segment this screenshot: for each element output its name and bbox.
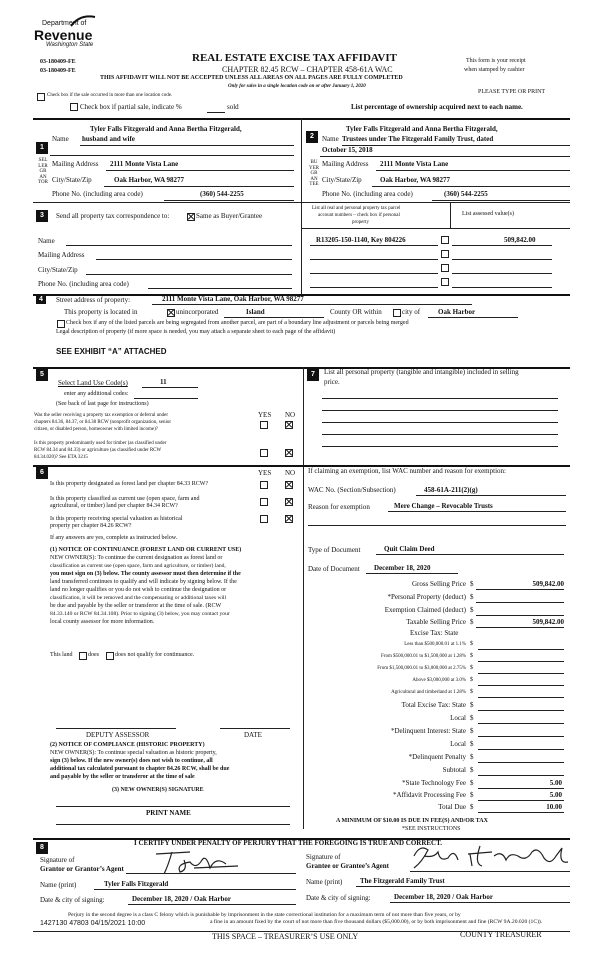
sec5-q1-line2: chapters 84.36, 84.37, or 84.38 RCW (nonprofit organization, senior bbox=[34, 420, 172, 425]
continuance-line4: land transferred continues to qualify and will indicate by signing below. If the bbox=[50, 579, 237, 585]
grantor-signature-image bbox=[150, 846, 240, 876]
buyer-name-line1: Tyler Falls Fitzgerald and Anna Bertha Fitzgerald, bbox=[346, 125, 498, 133]
historic-yes-checkbox[interactable] bbox=[260, 515, 268, 523]
total-due-dollar: $ bbox=[470, 803, 474, 811]
timber-no-checkbox[interactable] bbox=[285, 449, 293, 457]
seller-name-line2: husband and wife bbox=[82, 135, 135, 143]
tier5-dollar: $ bbox=[470, 689, 473, 695]
exemption-dollar: $ bbox=[470, 606, 474, 614]
corr-mailing-label: Mailing Address bbox=[38, 251, 85, 259]
sec6-yes-header: YES bbox=[258, 469, 272, 477]
gross-value: 509,842.00 bbox=[532, 580, 564, 588]
grantee-signature-image bbox=[410, 840, 570, 872]
multi-location-label: Check box if the sale occurred in more than one location code. bbox=[47, 93, 173, 98]
ownership-note: List percentage of ownership acquired next to each name. bbox=[351, 103, 523, 111]
segregated-label: Check box if any of the listed parcels are being segregated from another parcel, are part of a boundary line adjustment or parcels being merged bbox=[66, 320, 409, 326]
local-label: Local bbox=[450, 714, 466, 722]
continuance-line5: land no longer qualifies or you do not wish to continue the designation or bbox=[50, 587, 227, 593]
sec6-no-header: NO bbox=[285, 469, 296, 477]
receipt-line2: when stamped by cashier bbox=[464, 67, 525, 73]
seller-phone-label: Phone No. (including area code) bbox=[52, 190, 143, 198]
section-3-badge: 3 bbox=[36, 210, 48, 222]
subtotal-dollar: $ bbox=[470, 766, 474, 774]
segregated-checkbox[interactable] bbox=[57, 320, 65, 328]
deputy-assessor-label: DEPUTY ASSESSOR bbox=[86, 731, 150, 739]
grantor-date-label: Date & city of signing: bbox=[40, 896, 105, 904]
timber-yes-checkbox[interactable] bbox=[260, 449, 268, 457]
warning-text: THIS AFFIDAVIT WILL NOT BE ACCEPTED UNLESS ALL AREAS ON ALL PAGES ARE FULLY COMPLETED bbox=[100, 75, 403, 81]
print-name-label: PRINT NAME bbox=[146, 809, 191, 817]
buyer-phone-value: (360) 544-2255 bbox=[444, 190, 488, 198]
parcel-number: R13205-150-1140, Key 804226 bbox=[316, 236, 406, 244]
personal-dollar: $ bbox=[470, 593, 474, 601]
delinquent-interest-label: *Delinquent Interest: State bbox=[390, 727, 466, 735]
sec6-q1: Is this property designated as forest land per chapter 84.33 RCW? bbox=[50, 481, 209, 487]
grantee-print-label: Name (print) bbox=[306, 878, 343, 886]
seller-name-line1: Tyler Falls Fitzgerald and Anna Bertha Fitzgerald, bbox=[90, 125, 242, 133]
grantor-signature-label-1: Signature of bbox=[40, 856, 75, 864]
total-due-label: Total Due bbox=[438, 803, 466, 811]
affidavit-fee-dollar: $ bbox=[470, 791, 474, 799]
sec5-q2-line2: RCW 84.34 and 84.33) or agriculture (as classified under RCW bbox=[34, 448, 162, 453]
see-exhibit-text: SEE EXHIBIT “A” ATTACHED bbox=[56, 347, 167, 356]
tier2-dollar: $ bbox=[470, 653, 473, 659]
perjury-warning-line1: Perjury in the second degree is a class C felony which is punishable by imprisonment in the state correctional institution for a maximum term of not more than five years, or by bbox=[68, 912, 461, 918]
additional-codes-label: enter any additional codes: bbox=[64, 391, 129, 397]
section-4-badge: 4 bbox=[36, 295, 46, 304]
local2-dollar: $ bbox=[470, 740, 474, 748]
buyer-phone-label: Phone No. (including area code) bbox=[322, 190, 413, 198]
delinquent-penalty-dollar: $ bbox=[470, 753, 474, 761]
print-note: PLEASE TYPE OR PRINT bbox=[478, 89, 546, 95]
street-address-label: Street address of property: bbox=[56, 296, 131, 304]
buyer-city-label: City/State/Zip bbox=[322, 176, 362, 184]
partial-sale-checkbox[interactable] bbox=[70, 103, 78, 111]
grantor-date-value: December 18, 2020 / Oak Harbor bbox=[132, 895, 232, 903]
grantee-print-name: The Fitzgerald Family Trust bbox=[360, 877, 445, 885]
buyer-name-label: Name bbox=[322, 135, 339, 143]
tier5-label: Agricultural and timberland at 1.28% bbox=[391, 690, 466, 695]
seller-side-label: SELLER GRANTOR bbox=[38, 158, 48, 185]
county-value: Island bbox=[246, 308, 265, 316]
gross-label: Gross Selling Price bbox=[411, 580, 466, 588]
subtotal-label: Subtotal bbox=[442, 766, 466, 774]
reason-value: Mere Change – Revocable Trusts bbox=[394, 502, 493, 510]
local2-label: Local bbox=[450, 740, 466, 748]
buyer-mailing-value: 2111 Monte Vista Lane bbox=[380, 160, 449, 168]
grantor-print-name: Tyler Falls Fitzgerald bbox=[104, 880, 169, 888]
excise-state-label: Excise Tax: State bbox=[410, 629, 459, 637]
doc-type-value: Quit Claim Deed bbox=[384, 545, 435, 553]
sec6-q2-line1: Is this property classified as current use (open space, farm and bbox=[50, 496, 200, 502]
continuance-line9: local county assessor for more information. bbox=[50, 619, 155, 625]
county-treasurer-label: COUNTY TREASURER bbox=[460, 930, 542, 939]
sales-note: Only for sales in a single location code on or after January 1, 2020 bbox=[228, 84, 366, 89]
section-2-badge: 2 bbox=[306, 131, 318, 143]
current-use-no-checkbox[interactable] bbox=[285, 498, 293, 506]
delinquent-penalty-label: *Delinquent Penalty bbox=[408, 753, 466, 761]
unincorporated-label: unincorporated bbox=[176, 308, 219, 316]
unincorporated-checkbox[interactable] bbox=[167, 309, 175, 317]
local-dollar: $ bbox=[470, 714, 474, 722]
land-use-label: Select Land Use Code(s) bbox=[58, 379, 128, 387]
compliance-line3: additional tax calculated pursuant to chapter 84.26 RCW, shall be due bbox=[50, 766, 230, 772]
personal-property-label-2: price. bbox=[324, 378, 340, 386]
compliance-line4: and payable by the seller or transferor at the time of sale bbox=[50, 774, 195, 780]
notice-continuance-title: (1) NOTICE OF CONTINUANCE (FOREST LAND OR CURRENT USE) bbox=[50, 547, 242, 553]
tier3-dollar: $ bbox=[470, 665, 473, 671]
city-of-checkbox[interactable] bbox=[393, 309, 401, 317]
doc-date-value: December 18, 2020 bbox=[374, 564, 431, 572]
recording-stamp: 1427130 47803 04/15/2021 10:00 bbox=[40, 920, 146, 927]
parcel-header-2: account numbers – check box if personal bbox=[318, 213, 400, 218]
see-instructions-note: *SEE INSTRUCTIONS bbox=[402, 826, 461, 832]
taxable-dollar: $ bbox=[470, 618, 474, 626]
same-as-buyer-checkbox[interactable] bbox=[187, 213, 195, 221]
land-use-value: 11 bbox=[160, 378, 167, 386]
doc-id-2: 03-180409-FE bbox=[40, 68, 76, 74]
assessed-header: List assessed value(s) bbox=[462, 211, 514, 217]
new-owner-signature-title: (3) NEW OWNER(S) SIGNATURE bbox=[112, 787, 204, 793]
sec6-q3-line2: property per chapter 84.26 RCW? bbox=[50, 523, 132, 529]
reason-label: Reason for exemption bbox=[308, 503, 370, 511]
grantee-signature-label-1: Signature of bbox=[306, 853, 341, 861]
seller-mailing-label: Mailing Address bbox=[52, 160, 99, 168]
exemption-no-checkbox[interactable] bbox=[285, 421, 293, 429]
does-qualify-checkbox[interactable] bbox=[79, 652, 87, 660]
continuance-line6: classification, it will be removed and the compensating or additional taxes will bbox=[50, 595, 227, 601]
buyer-name-line3: October 15, 2018 bbox=[322, 146, 373, 154]
compliance-line1: NEW OWNER(S): To continue special valuation as historic property, bbox=[50, 750, 217, 756]
same-as-buyer-label: Same as Buyer/Grantee bbox=[196, 212, 263, 220]
sold-label: sold bbox=[227, 103, 239, 111]
assessed-value: 509,842.00 bbox=[504, 236, 536, 244]
historic-no-checkbox[interactable] bbox=[285, 515, 293, 523]
sec5-no-header: NO bbox=[285, 411, 296, 419]
partial-sale-label: Check box if partial sale, indicate % bbox=[80, 103, 182, 111]
city-of-label: city of bbox=[402, 308, 421, 316]
form-subtitle: CHAPTER 82.45 RCW – CHAPTER 458-61A WAC bbox=[222, 65, 393, 74]
doc-id-1: 03-180409-FE bbox=[40, 59, 76, 65]
grantee-signature-label-2: Grantee or Grantee’s Agent bbox=[306, 862, 390, 870]
total-due-value: 10.00 bbox=[546, 803, 562, 811]
seller-phone-value: (360) 544-2255 bbox=[200, 190, 244, 198]
exemption-yes-checkbox[interactable] bbox=[260, 421, 268, 429]
continuance-line1: NEW OWNER(S): To continue the current designation as forest land or bbox=[50, 555, 223, 561]
dept-line2: Revenue bbox=[34, 27, 93, 43]
buyer-name-line2: Trustees under The Fitzgerald Family Trust, dated bbox=[342, 135, 494, 143]
current-use-yes-checkbox[interactable] bbox=[260, 498, 268, 506]
dept-line3: Washington State bbox=[46, 42, 94, 48]
delinquent-interest-dollar: $ bbox=[470, 727, 474, 735]
continuance-line7: be due and payable by the seller or transferor at the time of sale. (RCW bbox=[50, 603, 222, 609]
parcel-1-personal-checkbox[interactable] bbox=[441, 236, 449, 244]
tier2-label: From $500,000.01 to $1,500,000 at 1.28% bbox=[381, 654, 466, 659]
taxable-value: 509,842.00 bbox=[532, 618, 564, 626]
tech-fee-label: *State Technology Fee bbox=[402, 779, 466, 787]
compliance-line2: sign (3) below. If the new owner(s) does not wish to continue, all bbox=[50, 758, 213, 764]
doc-type-label: Type of Document bbox=[308, 546, 361, 554]
corr-city-label: City/State/Zip bbox=[38, 266, 78, 274]
section-7-badge: 7 bbox=[307, 369, 319, 381]
exemption-deduct-label: Exemption Claimed (deduct) bbox=[384, 606, 466, 614]
form-title: REAL ESTATE EXCISE TAX AFFIDAVIT bbox=[192, 52, 397, 64]
seller-mailing-value: 2111 Monte Vista Lane bbox=[110, 160, 179, 168]
tier4-label: Above $3,000,000 at 3.0% bbox=[412, 678, 466, 683]
if-yes-note: If any answers are yes, complete as instructed below. bbox=[50, 535, 178, 541]
continuance-line3: you must sign on (3) below. The county assessor must then determine if the bbox=[50, 571, 241, 577]
exemption-claim-label: If claiming an exemption, list WAC number and reason for exemption: bbox=[308, 467, 506, 475]
section-6-badge: 6 bbox=[36, 467, 48, 479]
grantor-signature-label-2: Grantor or Grantor’s Agent bbox=[40, 865, 124, 873]
wac-label: WAC No. (Section/Subsection) bbox=[308, 486, 396, 494]
does-not-qualify-checkbox[interactable] bbox=[106, 652, 114, 660]
section-5-badge: 5 bbox=[36, 369, 48, 381]
grantee-date-value: December 18, 2020 / Oak Harbor bbox=[394, 893, 494, 901]
corr-phone-label: Phone No. (including area code) bbox=[38, 280, 129, 288]
forest-no-checkbox[interactable] bbox=[285, 481, 293, 489]
tier3-label: From $1,500,000.01 to $3,000,000 at 2.75% bbox=[377, 666, 466, 671]
personal-property-label-1: List all personal property (tangible and intangible) included in selling bbox=[324, 368, 519, 376]
total-excise-label: Total Excise Tax: State bbox=[401, 701, 466, 709]
receipt-line1: This form is your receipt bbox=[466, 58, 526, 64]
wac-value: 458-61A-211(2)(g) bbox=[424, 486, 478, 494]
sec5-q1-line1: Was the seller receiving a property tax exemption or deferral under bbox=[34, 413, 168, 418]
parcel-header-1: List all real and personal property tax parcel bbox=[312, 206, 401, 211]
deputy-date-label: DATE bbox=[244, 731, 262, 739]
sec6-q2-line2: agricultural, or timber) land per chapter 84.34 RCW? bbox=[50, 503, 178, 509]
buyer-city-value: Oak Harbor, WA 98277 bbox=[380, 176, 451, 184]
notice-compliance-title: (2) NOTICE OF COMPLIANCE (HISTORIC PROPERTY) bbox=[50, 742, 205, 748]
parcel-header-3: property bbox=[352, 220, 369, 225]
tier1-label: Less than $500,000.01 at 1.1% bbox=[404, 642, 466, 647]
multi-location-checkbox[interactable] bbox=[37, 93, 45, 101]
sec5-q2-line1: Is this property predominantly used for timber (as classified under bbox=[34, 441, 167, 446]
send-correspondence-label: Send all property tax correspondence to: bbox=[56, 212, 170, 220]
buyer-side-label: BUYER GRANTEE bbox=[309, 160, 319, 187]
buyer-mailing-label: Mailing Address bbox=[322, 160, 369, 168]
does-label: does bbox=[88, 652, 99, 658]
sec5-q2-line3: 84.34.020)? See ETA 3215 bbox=[34, 455, 88, 460]
located-in-label: This property is located in bbox=[64, 308, 138, 316]
grantee-date-label: Date & city of signing: bbox=[306, 894, 371, 902]
affidavit-fee-value: 5.00 bbox=[549, 791, 562, 799]
county-within-label: County OR within bbox=[330, 308, 382, 316]
forest-yes-checkbox[interactable] bbox=[260, 481, 268, 489]
gross-dollar: $ bbox=[470, 580, 474, 588]
parcel-4-personal-checkbox[interactable] bbox=[441, 278, 449, 286]
sec6-q3-line1: Is this property receiving special valuation as historical bbox=[50, 516, 183, 522]
see-back-note: (See back of last page for instructions) bbox=[56, 401, 149, 407]
section-8-badge: 8 bbox=[36, 842, 48, 854]
affidavit-fee-label: *Affidavit Processing Fee bbox=[393, 791, 466, 799]
parcel-2-personal-checkbox[interactable] bbox=[441, 250, 449, 258]
taxable-label: Taxable Selling Price bbox=[406, 618, 466, 626]
perjury-warning-line2: a fine in an amount fixed by the court of not more than five thousand dollars ($5,000.00), or by both imprisonment and fine (RCW 9A.20.020 (1C)). bbox=[210, 919, 543, 925]
does-not-label: does not qualify for continuance. bbox=[115, 652, 195, 658]
minimum-due-note: A MINIMUM OF $10.00 IS DUE IN FEE(S) AND/OR TAX bbox=[336, 818, 488, 824]
doc-date-label: Date of Document bbox=[308, 565, 360, 573]
treasurer-use-label: THIS SPACE – TREASURER’S USE ONLY bbox=[212, 932, 359, 941]
continuance-line2: classification as current use (open space, farm and agriculture, or timber) land, bbox=[50, 563, 226, 569]
tech-fee-value: 5.00 bbox=[549, 779, 562, 787]
this-land-label: This land bbox=[50, 652, 73, 658]
dept-line1: Department of bbox=[42, 20, 87, 27]
certify-statement: I CERTIFY UNDER PENALTY OF PERJURY THAT THE FOREGOING IS TRUE AND CORRECT. bbox=[134, 839, 443, 847]
seller-city-label: City/State/Zip bbox=[52, 176, 92, 184]
parcel-3-personal-checkbox[interactable] bbox=[441, 264, 449, 272]
seller-city-value: Oak Harbor, WA 98277 bbox=[114, 176, 185, 184]
city-value: Oak Harbor bbox=[438, 308, 476, 316]
sec5-q1-line3: citizen, or disabled person, homeowner with limited income)? bbox=[34, 427, 158, 432]
sec5-yes-header: YES bbox=[258, 411, 272, 419]
tier1-dollar: $ bbox=[470, 641, 473, 647]
section-1-badge: 1 bbox=[36, 142, 48, 154]
tier4-dollar: $ bbox=[470, 677, 473, 683]
seller-name-label: Name bbox=[52, 135, 69, 143]
personal-property-deduct-label: *Personal Property (deduct) bbox=[387, 593, 466, 601]
street-address-value: 2111 Monte Vista Lane, Oak Harbor, WA 98277 bbox=[162, 295, 304, 303]
corr-name-label: Name bbox=[38, 237, 55, 245]
total-excise-dollar: $ bbox=[470, 701, 474, 709]
continuance-line8: 84.33.140 or RCW 84.34.108). Prior to signing (3) below, you may contact your bbox=[50, 611, 230, 617]
legal-description-label: Legal description of property (if more space is needed, you may attach a separate sheet to each page of the affidavit) bbox=[56, 329, 336, 335]
tech-fee-dollar: $ bbox=[470, 779, 474, 787]
grantor-print-label: Name (print) bbox=[40, 881, 77, 889]
